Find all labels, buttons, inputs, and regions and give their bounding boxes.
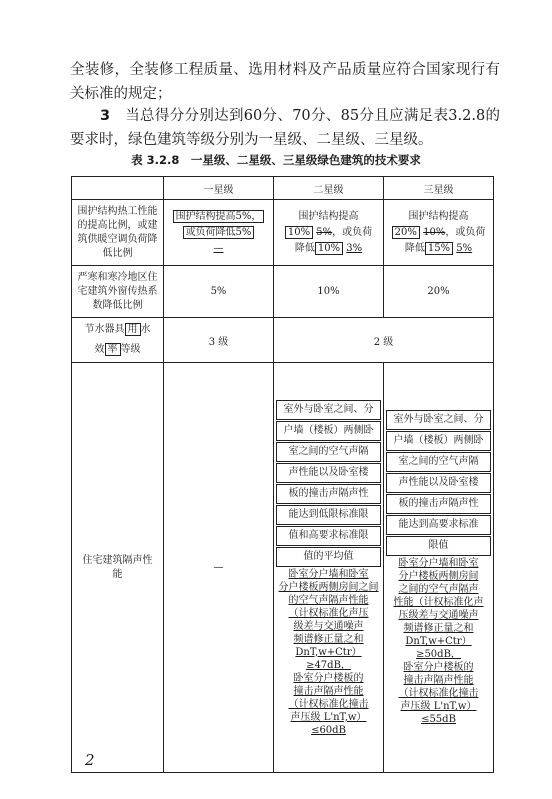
struck-value: 10% <box>423 226 446 238</box>
underlined-line: 之间的空气声隔声 <box>398 584 479 595</box>
cell-water-two-three-star: 2 级 <box>274 318 494 363</box>
table-header-row <box>72 177 494 200</box>
underlined-line: 卧室分户墙和卧室 <box>288 568 369 580</box>
underlined-line: 撞击声隔声性能 <box>293 685 364 697</box>
cell-thermal-two-star <box>274 200 384 266</box>
boxed-value: 20% <box>392 226 420 239</box>
cell-window-one-star: 5% <box>164 266 274 318</box>
cell-thermal-three-star <box>384 200 494 266</box>
item-number: 3 <box>100 108 111 124</box>
underlined-line: DnT,w+Ctr）≥50dB， <box>405 636 472 660</box>
cell-water-one-star: 3 级 <box>164 318 274 363</box>
table-row-water <box>72 318 494 363</box>
underlined-line: 撞击声隔声性能 <box>403 675 474 686</box>
boxed-line: 板的撞击声隔声性 <box>386 494 491 514</box>
boxed-value: 10% <box>285 226 313 239</box>
boxed-line: 室外与卧室之间、分 <box>386 410 491 430</box>
boxed-line: 室之间的空气声隔 <box>276 442 381 462</box>
cell-text: 围护结构提高 <box>408 210 469 222</box>
cell-sound-two-star <box>274 363 384 773</box>
boxed-value: 15% <box>425 242 453 255</box>
underlined-line: 频谱修正量之和 <box>293 633 364 645</box>
boxed-text: 或负荷降低5% <box>183 226 255 239</box>
underlined-line: 声压级 L'nT,w） <box>290 711 367 723</box>
cell-text: 水 <box>140 324 151 335</box>
underlined-line: 频谱修正量之和 <box>403 623 474 634</box>
item-text: 当总得分分别达到60分、70分、85分且应满足表3.2.8的要求时，绿色建筑等级分别为一星级、二星级、三星级。 <box>70 108 500 148</box>
underlined-line: 的空气声隔声性能 <box>288 594 369 606</box>
boxed-line: 值和高要求标准限 <box>276 526 381 546</box>
underlined-dash: — <box>213 242 224 254</box>
row-label-thermal: 围护结构热工性能的提高比例，或建筑供暖空调负荷降低比例 <box>72 200 164 266</box>
boxed-line: 声性能以及卧室楼 <box>386 473 491 493</box>
boxed-text: 围护结构提高5%， <box>173 210 265 223</box>
underlined-line: DnT,w+Ctr）≥47dB， <box>295 646 362 671</box>
table-row-sound <box>72 363 494 773</box>
cell-window-two-star: 10% <box>274 266 384 318</box>
underlined-value: 5% <box>456 242 473 254</box>
underlined-line: 卧室分户楼板的 <box>403 662 474 673</box>
underlined-value: 3% <box>346 242 363 254</box>
cell-text: 等级 <box>120 344 141 355</box>
boxed-line: 声性能以及卧室楼 <box>276 463 381 483</box>
boxed-line: 室外与卧室之间、分 <box>276 400 381 420</box>
boxed-line: 户墙（楼板）两侧卧 <box>276 421 381 441</box>
page-number: 2 <box>85 751 95 769</box>
cell-text: ，或负荷 <box>445 226 486 238</box>
boxed-line: 限值 <box>386 536 491 556</box>
cell-text: 降低 <box>404 242 425 254</box>
boxed-char: 用 <box>125 323 141 336</box>
boxed-line: 板的撞击声隔声性 <box>276 484 381 504</box>
underlined-line: （计权标准化撞击 <box>398 688 479 699</box>
underlined-line: 性能（计权标准化声 <box>393 597 484 608</box>
header-three-star: 三星级 <box>384 177 494 200</box>
cell-text: 降低 <box>294 242 315 254</box>
cell-text: ，或负荷 <box>332 226 373 238</box>
boxed-char: 率 <box>105 343 121 356</box>
underlined-line: 卧室分户墙和卧室 <box>398 558 479 569</box>
boxed-line: 能达到低限标准限 <box>276 505 381 525</box>
underlined-line: 声压级 L'nT,w） <box>400 701 477 712</box>
boxed-line: 室之间的空气声隔 <box>386 452 491 472</box>
cell-text: 围护结构提高 <box>298 210 359 222</box>
header-one-star: 一星级 <box>164 177 274 200</box>
header-empty <box>72 177 164 200</box>
row-label-water <box>72 318 164 363</box>
paragraph-continuation: 全装修，全装修工程质量、选用材料及产品质量应符合国家现行有关标准的规定； <box>70 62 500 102</box>
table-row-thermal <box>72 200 494 266</box>
boxed-line: 值的平均值 <box>276 547 381 567</box>
cell-text: 节水器具 <box>84 324 125 335</box>
table-row-window <box>72 266 494 318</box>
header-two-star: 二星级 <box>274 177 384 200</box>
cell-sound-one-star: — <box>164 363 274 773</box>
cell-sound-three-star <box>384 363 494 773</box>
underlined-line: （计权标准化撞击 <box>288 698 369 710</box>
boxed-line: 能达到高要求标准 <box>386 515 491 535</box>
underlined-line: 卧室分户楼板的 <box>293 672 364 684</box>
struck-value: 5% <box>316 226 333 238</box>
underlined-line: 分户楼板两侧房间 <box>398 571 479 582</box>
requirements-table <box>71 176 494 773</box>
underlined-line: ≤55dB <box>421 714 456 725</box>
table-caption: 表 3.2.8 一星级、二星级、三星级绿色建筑的技术要求 <box>131 153 421 167</box>
underlined-line: 分户楼板两侧房间之间 <box>278 581 379 593</box>
paragraph-item-3 <box>70 104 500 152</box>
underlined-line: ≤60dB <box>311 724 346 736</box>
underlined-line: 压级差与交通噪声 <box>398 610 479 621</box>
row-label-window: 严寒和寒冷地区住宅建筑外窗传热系数降低比例 <box>72 266 164 318</box>
cell-thermal-one-star <box>164 200 274 266</box>
cell-text: 效 <box>94 344 105 355</box>
boxed-value: 10% <box>315 242 343 255</box>
underlined-line: （计权标准化声压 <box>288 607 369 619</box>
row-label-sound: 住宅建筑隔声性能 <box>72 363 164 773</box>
boxed-line: 户墙（楼板）两侧卧 <box>386 431 491 451</box>
underlined-line: 级差与交通噪声 <box>293 620 364 632</box>
cell-window-three-star: 20% <box>384 266 494 318</box>
